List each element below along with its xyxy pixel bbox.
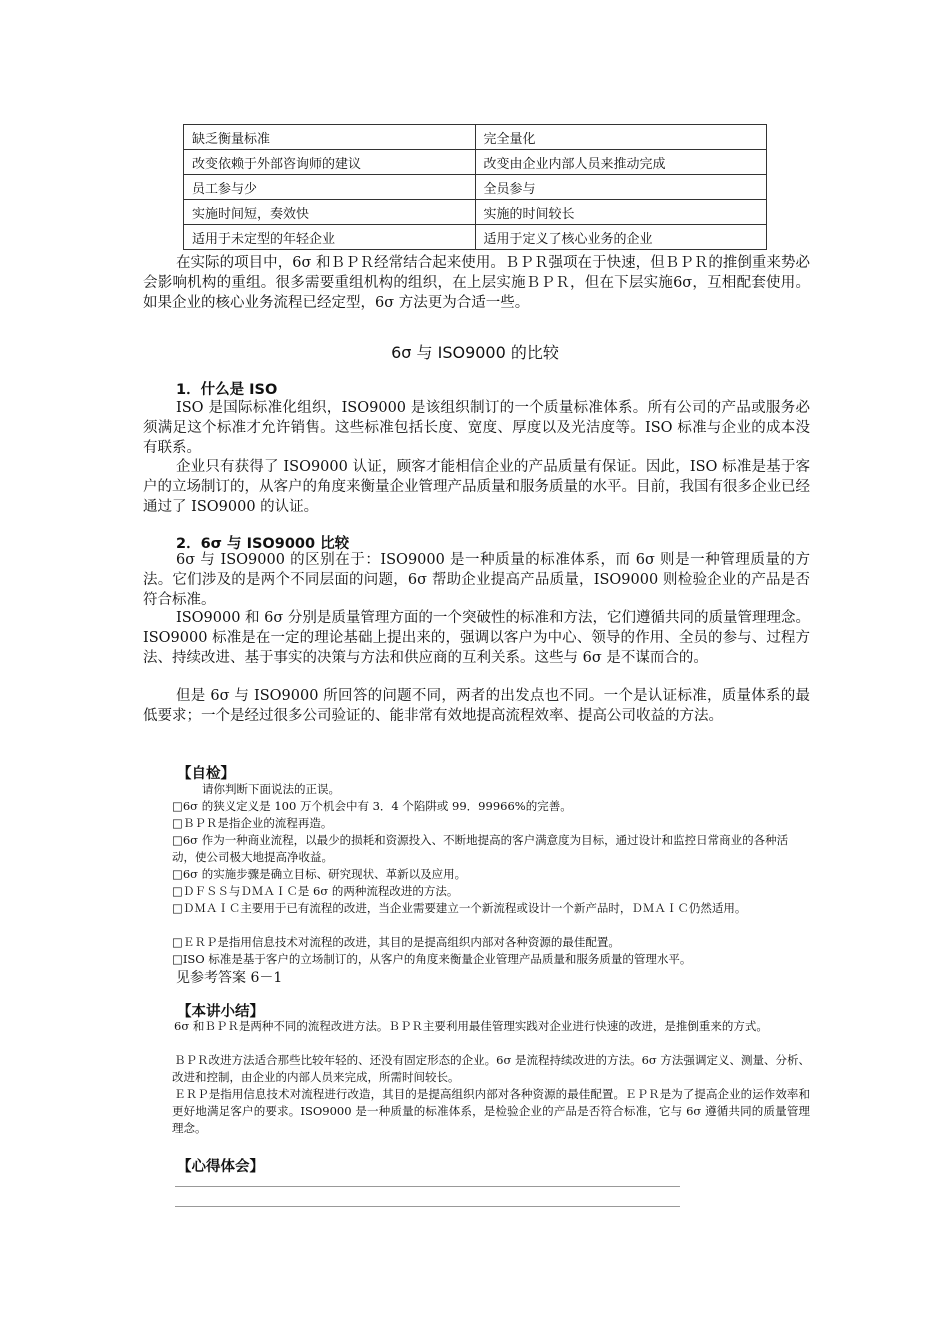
table-cell: 适用于未定型的年轻企业 [184,225,476,250]
list-item: □ISO 标准是基于客户的立场制订的，从客户的角度来衡量企业管理产品质量和服务质量的管理水平。 [172,952,692,966]
intro-paragraph: 在实际的项目中，6σ 和ＢＰＲ经常结合起来使用。ＢＰＲ强项在于快速，但ＢＰＲ的推倒重来势必会影响机构的重组。很多需要重组机构的组织，在上层实施ＢＰＲ，但在下层实施6σ，互相配套使用。如果企业的核心业务流程已经定型，6σ 方法更为合适一些。 [143,255,810,311]
list-item: □ＢＰＲ是指企业的流程再造。 [172,816,333,830]
list-item: □6σ 的实施步骤是确立目标、研究现状、革新以及应用。 [172,867,467,881]
paragraph: ISO 是国际标准化组织，ISO9000 是该组织制订的一个质量标准体系。所有公司的产品或服务必须满足这个标准才允许销售。这些标准包括长度、宽度、厚度以及光洁度等。ISO 标准与企业的成本没有联系。 [143,400,810,456]
table-row [184,225,767,250]
list-item: □ＥＲＰ是指用信息技术对流程的改进，其目的是提高组织内部对各种资源的最佳配置。 [172,935,620,949]
table-row [184,200,767,225]
list-item: □ＤＭＡＩＣ主要用于已有流程的改进，当企业需要建立一个新流程或设计一个新产品时，ＤＭＡＩＣ仍然适用。 [172,901,747,915]
self-check-prompt: 请你判断下面说法的正误。 [202,782,340,796]
paragraph: 6σ 与 ISO9000 的区别在于：ISO9000 是一种质量的标准体系，而 6σ 则是一种管理质量的方法。它们涉及的是两个不同层面的问题，6σ 帮助企业提高产品质量，ISO9000 则检验企业的产品是否符合标准。 [143,552,810,608]
table-cell: 实施时间短，奏效快 [184,200,476,225]
list-item: □6σ 作为一种商业流程，以最少的损耗和资源投入、不断地提高的客户满意度为目标，通过设计和监控日常商业的各种活动，使公司极大地提高净收益。 [172,833,789,864]
paragraph: ＢＰＲ改进方法适合那些比较年轻的、还没有固定形态的企业。6σ 是流程持续改进的方法。6σ 方法强调定义、测量、分析、改进和控制，由企业的内部人员来完成，所需时间较长。 [172,1053,810,1084]
self-check-heading: 【自检】 [177,766,235,782]
reflection-heading: 【心得体会】 [177,1159,264,1175]
paragraph: ＥＲＰ是指用信息技术对流程进行改造，其目的是提高组织内部对各种资源的最佳配置。ＥＰＲ是为了提高企业的运作效率和更好地满足客户的要求。ISO9000 是一种质量的标准体系，是检验企业的产品是否符合标准，它与 6σ 遵循共同的质量管理理念。 [172,1087,810,1135]
table-row [184,150,767,175]
table-cell: 完全量化 [475,125,767,150]
table-cell: 改变依赖于外部咨询师的建议 [184,150,476,175]
paragraph: 6σ 和ＢＰＲ是两种不同的流程改进方法。ＢＰＲ主要利用最佳管理实践对企业进行快速的改进，是推倒重来的方式。 [174,1019,768,1033]
list-item: □ＤＦＳＳ与ＤＭＡＩＣ是 6σ 的两种流程改进的方法。 [172,884,459,898]
paragraph: 但是 6σ 与 ISO9000 所回答的问题不同，两者的出发点也不同。一个是认证标准，质量体系的最低要求；一个是经过很多公司验证的、能非常有效地提高流程效率、提高公司收益的方法。 [143,688,810,724]
comparison-table [183,124,767,250]
table-cell: 适用于定义了核心业务的企业 [475,225,767,250]
table-row [184,175,767,200]
table-cell: 改变由企业内部人员来推动完成 [475,150,767,175]
table-cell: 员工参与少 [184,175,476,200]
summary-heading: 【本讲小结】 [177,1004,264,1020]
table-cell: 缺乏衡量标准 [184,125,476,150]
table-cell: 实施的时间较长 [475,200,767,225]
paragraph: 企业只有获得了 ISO9000 认证，顾客才能相信企业的产品质量有保证。因此，ISO 标准是基于客户的立场制订的，从客户的角度来衡量企业管理产品质量和服务质量的水平。目前，我国有很多企业已经通过了 ISO9000 的认证。 [143,459,810,515]
section-title: 6σ 与 ISO9000 的比较 [391,343,559,362]
section-heading-1: 1．什么是 ISO [176,382,278,398]
list-item: □6σ 的狭义定义是 100 万个机会中有 3．4 个陷阱或 99．99966%的完善。 [172,799,572,813]
answer-reference: 见参考答案 6－1 [176,970,283,986]
writing-line[interactable] [175,1186,680,1187]
writing-line[interactable] [175,1206,680,1207]
table-row [184,125,767,150]
table-cell: 全员参与 [475,175,767,200]
section-heading-2: 2．6σ 与 ISO9000 比较 [176,536,350,552]
paragraph: ISO9000 和 6σ 分别是质量管理方面的一个突破性的标准和方法，它们遵循共同的质量管理理念。ISO9000 标准是在一定的理论基础上提出来的，强调以客户为中心、领导的作用、全员的参与、过程方法、持续改进、基于事实的决策与方法和供应商的互利关系。这些与 6σ 是不谋而合的。 [143,610,810,666]
